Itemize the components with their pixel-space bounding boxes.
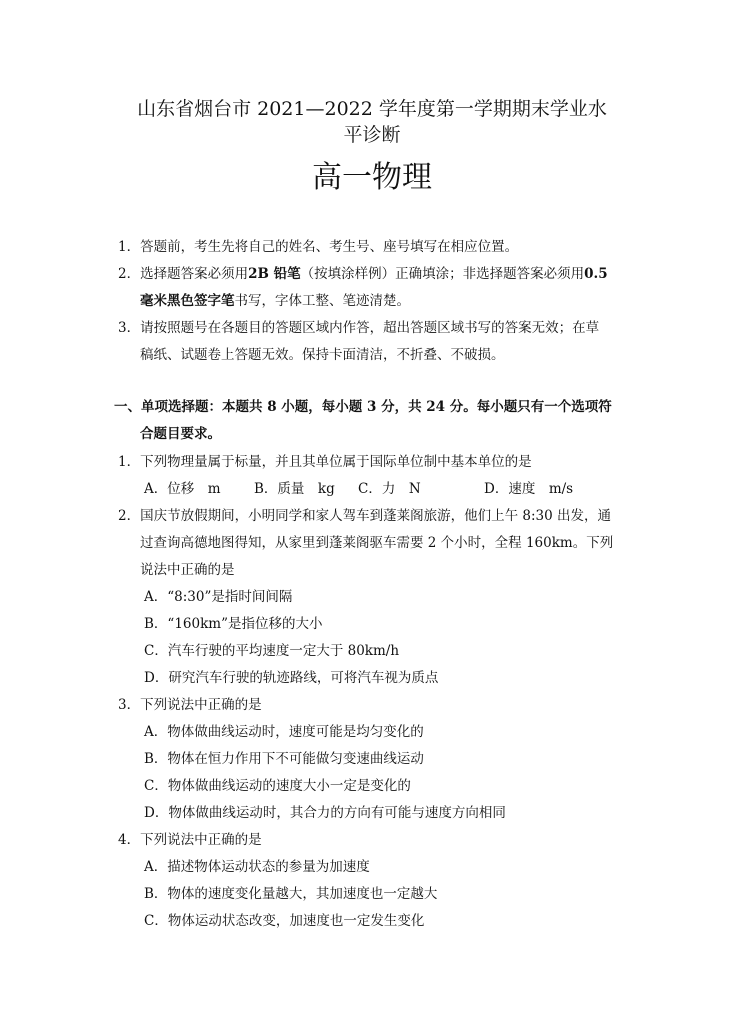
note-3-line-2: 稿纸、试题卷上答题无效。保持卡面清洁，不折叠、不破损。 xyxy=(140,347,505,363)
title-line-1: 山东省烟台市 2021—2022 学年度第一学期期末学业水 xyxy=(137,98,607,120)
q4-option-b: B．物体的速度变化量越大，其加速度也一定越大 xyxy=(144,886,438,902)
q3-option-b: B．物体在恒力作用下不可能做匀变速曲线运动 xyxy=(144,751,424,767)
q2-line-1: 2．国庆节放假期间，小明同学和家人驾车到蓬莱阁旅游，他们上午 8:30 出发，通 xyxy=(118,508,611,524)
q2-line-2: 过查询高德地图得知，从家里到蓬莱阁驱车需要 2 个小时，全程 160km。下列 xyxy=(140,535,614,551)
q1-option-b: B．质量 kg xyxy=(254,481,335,497)
q1-option-a: A．位移 m xyxy=(144,481,221,497)
section-line-1: 一、单项选择题：本题共 8 小题，每小题 3 分，共 24 分。每小题只有一个选项符 xyxy=(114,399,612,415)
q1-options xyxy=(118,476,632,503)
q1-option-d: D．速度 m/s xyxy=(484,481,574,497)
q3-option-d: D．物体做曲线运动时，其合力的方向有可能与速度方向相同 xyxy=(144,805,506,821)
note-2-line-1 xyxy=(118,261,632,288)
note-2-text-a: 2．选择题答案必须用 xyxy=(118,266,249,282)
q2-line-3: 说法中正确的是 xyxy=(140,562,235,578)
questions xyxy=(118,449,632,935)
title-line-2: 平诊断 xyxy=(343,124,401,146)
section-line-2: 合题目要求。 xyxy=(140,426,221,442)
q2-option-a: A．“8:30”是指时间间隔 xyxy=(144,589,293,605)
q1-stem: 1．下列物理量属于标量，并且其单位属于国际单位制中基本单位的是 xyxy=(118,454,532,470)
q3-option-a: A．物体做曲线运动时，速度可能是均匀变化的 xyxy=(144,724,424,740)
note-1: 1．答题前，考生先将自己的姓名、考生号、座号填写在相应位置。 xyxy=(118,239,519,255)
q1-option-c: C．力 N xyxy=(358,481,421,497)
note-3-line-1: 3．请按照题号在各题目的答题区域内作答，超出答题区域书写的答案无效；在草 xyxy=(118,320,600,336)
note-2-line-2 xyxy=(118,288,632,315)
note-2-text-b: 书写，字体工整、笔迹清楚。 xyxy=(234,293,410,309)
q3-stem: 3．下列说法中正确的是 xyxy=(118,697,262,713)
q3-option-c: C．物体做曲线运动的速度大小一定是变化的 xyxy=(144,778,411,794)
q4-stem: 4．下列说法中正确的是 xyxy=(118,832,262,848)
q4-option-c: C．物体运动状态改变，加速度也一定发生变化 xyxy=(144,913,425,929)
subject-heading: 高一物理 xyxy=(312,160,432,195)
instructions xyxy=(118,234,632,369)
exam-title xyxy=(110,96,634,148)
q4-option-a: A．描述物体运动状态的参量为加速度 xyxy=(144,859,370,875)
section-heading xyxy=(114,394,638,448)
note-2-pencil: 2B 铅笔 xyxy=(248,266,301,282)
note-2-text-c: （按填涂样例）正确填涂；非选择题答案必须用 xyxy=(300,266,585,282)
note-2-pen: 毫米黑色签字笔 xyxy=(140,293,235,309)
q2-option-d: D．研究汽车行驶的轨迹路线，可将汽车视为质点 xyxy=(144,670,439,686)
note-2-size: 0.5 xyxy=(584,266,608,282)
q2-option-b: B．“160km”是指位移的大小 xyxy=(144,616,323,632)
q2-option-c: C．汽车行驶的平均速度一定大于 80km/h xyxy=(144,643,400,659)
